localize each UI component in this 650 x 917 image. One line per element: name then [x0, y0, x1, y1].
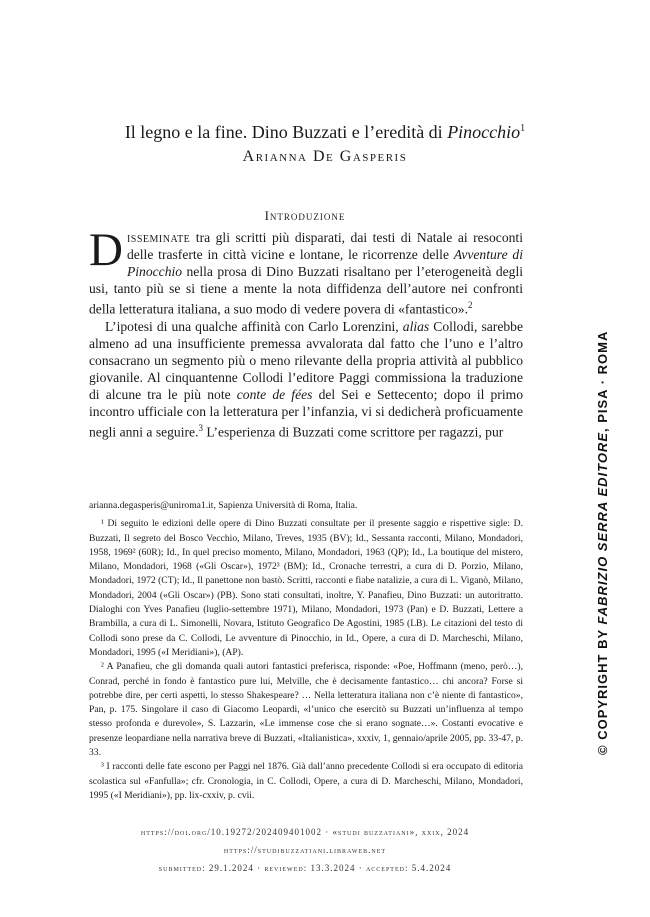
section-heading: Introduzione: [264, 208, 346, 223]
p1-text-a: tra gli scritti più disparati, dai testi di Natale ai resoconti delle trasferte in città vicine e lontane, le ricorrenze delle: [126, 230, 523, 262]
title-text: Il legno e la fine. Dino Buzzati e l’eredità di: [124, 122, 448, 142]
author-contact: arianna.degasperis@uniroma1.it, Sapienza Università di Roma, Italia.: [89, 500, 358, 511]
opening-smallcaps: isseminate: [126, 230, 191, 245]
footnote-2: ² A Panafieu, che gli domanda quali autori fantastici preferisca, risponde: «Poe, Hoffmann (meno, però…), Conrad, perché in fondo è fantastico pure lui, Melville, che è decisamente fantastico… chi ancora? Forse si potrebbe dire, per certi aspetti, lo stesso Shakespeare? … Nella letteratura italiana non c’è niente di fantastico», Pan, p. 175. Singolare il caso di Giacomo Leopardi, «l’unico che esercitò su Buzzati un’influenza al tempo stesso profonda e durevole», S. Lazzarin, «Le immense cose che si erano sognate…». Costanti evocative e presenze leopardiane nella narrativa breve di Buzzati, «Italianistica», xxxiv, 1, gennaio/aprile 2005, pp. 33-47, p. 33.: [89, 661, 523, 759]
footnote-ref-2[interactable]: 2: [467, 300, 473, 310]
p2-text-a: L’ipotesi di una qualche affinità con Carlo Lorenzini,: [105, 318, 403, 334]
copyright-suffix: , PISA · ROMA: [595, 330, 610, 432]
footnote-1: ¹ Di seguito le edizioni delle opere di Dino Buzzati consultate per il presente saggio e rispettive sigle: D. Buzzati, Il segreto del Bosco Vecchio, Milano, Treves, 1935 (BV); Id., Sessanta racconti, Milano, Mondadori, 1958, 1969² (60R); Id., In quel preciso momento, Milano, Mondadori, 1963 (QP); Id., La boutique del mistero, Milano, Mondadori, 1968 («Gli Oscar»), 1972³ (BM); Id., Cronache terrestri, a cura di D. Porzio, Milano, Mondadori, 1972 (CT); Id., Il panettone non bastò. Scritti, racconti e fiabe natalizie, a cura di L. Viganò, Milano, Mondadori, 2004 («Gli Oscar») (PB). Sono stati consultati, inoltre, Y. Panafieu, Dino Buzzati: un autoritratto. Dialoghi con Yves Panafieu (luglio-settembre 1971), Milano, Mondadori, 1973 (Pan) e D. Buzzati, Lettere a Brambilla, a cura di L. Simonelli, Novara, Istituto Geografico De Agostini, 1985 (LB). Le citazioni del testo di Collodi sono prese da C. Collodi, Le avventure di Pinocchio, in Id., Opere, a cura di D. Marcheschi, Milano, Mondadori, 1995 («I Meridiani»), (AP).: [89, 518, 523, 658]
title-italic: Pinocchio: [447, 122, 521, 142]
submission-dates: submitted: 29.1.2024 · reviewed: 13.3.2024 · accepted: 5.4.2024: [158, 863, 452, 873]
paragraph-1: [89, 224, 523, 318]
p2-italic-b: conte de fées: [236, 386, 313, 402]
drop-cap: D: [89, 224, 123, 276]
body-text: [89, 224, 523, 440]
publisher-name: FABRIZIO SERRA EDITORE: [595, 432, 610, 625]
p1-text-b: nella prosa di Dino Buzzati risaltano per l’eterogeneità degli usi, tanto più se si tiene a mente la nota diffidenza dell’autore nei confronti della letteratura italiana, a suo modo di vedere povera di «fantastico».: [89, 264, 523, 317]
copyright-prefix: © COPYRIGHT BY: [595, 624, 610, 755]
doi-line[interactable]: https://doi.org/10.19272/202409401002 · «studi buzzatiani», xxix, 2024: [140, 827, 470, 837]
journal-url[interactable]: https://studibuzzatiani.libraweb.net: [223, 845, 387, 855]
p2-text-d: L’esperienza di Buzzati come scrittore per ragazzi, pur: [202, 424, 504, 440]
footnote-3: ³ I racconti delle fate escono per Paggi nel 1876. Già dall’anno precedente Collodi si era occupato di editoria scolastica sul «Fanfulla»; cfr. Cronologia, in C. Collodi, Opere, a cura di D. Marcheschi, Milano, Mondadori, 1995 («I Meridiani»), pp. lix-cxxiv, p. cvii.: [89, 761, 523, 801]
p2-text-b: Collodi, sarebbe almeno ad una insufficiente premessa avvalorata dal fatto che l’uno e l’altro consacrano un segmento più o meno rilevante della propria attività al pubblico giovanile. Al cinquantenne Collodi l’editore Paggi commissiona la traduzione di alcune tra le più note: [89, 318, 523, 402]
article-title: [0, 118, 650, 143]
p1-italic: Avventure di Pinocchio: [126, 247, 523, 279]
paragraph-2: [89, 318, 523, 441]
footnote-ref-3[interactable]: 3: [198, 422, 203, 433]
copyright-notice: [595, 331, 610, 755]
p2-italic-a: alias: [402, 318, 430, 334]
author-name: Arianna De Gasperis: [242, 148, 408, 165]
footnotes: [89, 499, 523, 803]
footnote-ref-1[interactable]: 1: [520, 123, 526, 134]
p2-text-c: del Sei e Settecento; dopo il primo incontro ufficiale con la letteratura per l’infanzia, vi si dedicherà proficuamente negli anni a seguire.: [89, 386, 523, 440]
